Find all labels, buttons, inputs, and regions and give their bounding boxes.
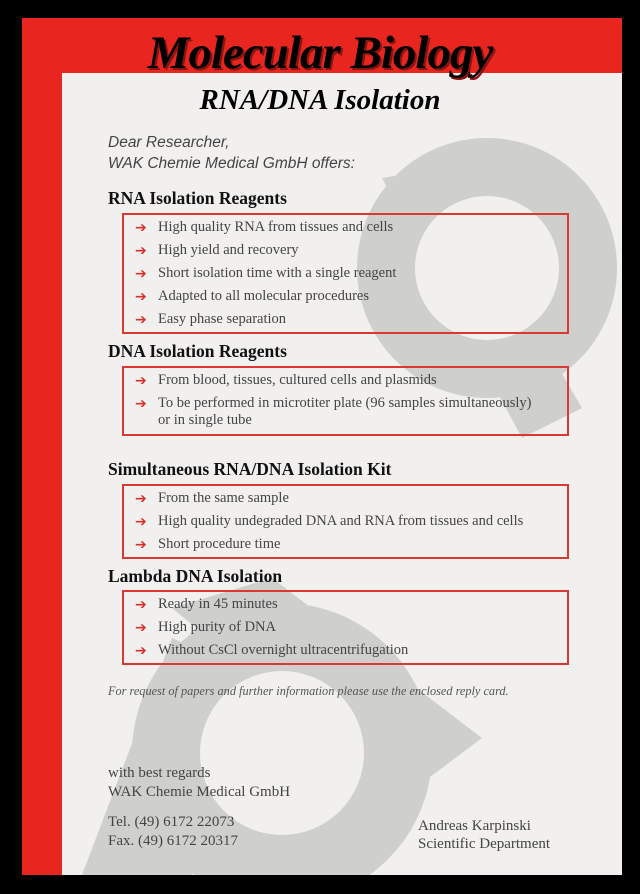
list-item-continuation: or in single tube (158, 412, 252, 428)
list-item: High yield and recovery (158, 242, 299, 258)
closing-company: WAK Chemie Medical GmbH (108, 784, 291, 800)
contact-fax: Fax. (49) 6172 20317 (108, 833, 238, 849)
list-item: Short procedure time (158, 536, 281, 552)
list-item: From blood, tissues, cultured cells and plasmids (158, 372, 437, 388)
list-item: Easy phase separation (158, 311, 287, 327)
arrow-bullet-icon: ➔ (135, 514, 147, 530)
footnote: For request of papers and further information please use the enclosed reply card. (108, 684, 509, 698)
arrow-bullet-icon: ➔ (135, 312, 147, 328)
arrow-bullet-icon: ➔ (135, 289, 147, 305)
list-item: High quality RNA from tissues and cells (158, 219, 394, 235)
section-title-rna: RNA Isolation Reagents (108, 188, 287, 208)
arrow-bullet-icon: ➔ (135, 396, 147, 412)
list-item: Short isolation time with a single reagent (158, 265, 397, 281)
contact-tel: Tel. (49) 6172 22073 (108, 814, 235, 830)
list-item: To be performed in microtiter plate (96 samples simultaneously) (158, 395, 532, 411)
intro-greeting: Dear Researcher, (108, 134, 230, 151)
section-title-kit: Simultaneous RNA/DNA Isolation Kit (108, 459, 392, 479)
section-box-dna (122, 366, 569, 436)
closing-regards: with best regards (108, 765, 211, 781)
arrow-bullet-icon: ➔ (135, 373, 147, 389)
list-item: Adapted to all molecular procedures (158, 288, 369, 304)
list-item: Without CsCl overnight ultracentrifugation (158, 642, 409, 658)
section-box-rna (122, 213, 569, 334)
arrow-bullet-icon: ➔ (135, 620, 147, 636)
arrow-bullet-icon: ➔ (135, 643, 147, 659)
section-box-kit (122, 484, 569, 559)
list-item: From the same sample (158, 490, 289, 506)
arrow-bullet-icon: ➔ (135, 266, 147, 282)
arrow-bullet-icon: ➔ (135, 243, 147, 259)
intro-offer: WAK Chemie Medical GmbH offers: (108, 155, 355, 172)
arrow-bullet-icon: ➔ (135, 491, 147, 507)
signatory-department: Scientific Department (418, 836, 551, 852)
arrow-bullet-icon: ➔ (135, 597, 147, 613)
arrow-bullet-icon: ➔ (135, 220, 147, 236)
section-title-lambda: Lambda DNA Isolation (108, 566, 283, 586)
list-item: High purity of DNA (158, 619, 277, 635)
page-subtitle: RNA/DNA Isolation (199, 84, 441, 116)
section-box-lambda (122, 590, 569, 665)
arrow-bullet-icon: ➔ (135, 537, 147, 553)
signatory-name: Andreas Karpinski (418, 818, 531, 834)
list-item: High quality undegraded DNA and RNA from tissues and cells (158, 513, 524, 529)
page-title: Molecular Biology (147, 27, 493, 79)
list-item: Ready in 45 minutes (158, 596, 278, 612)
section-title-dna: DNA Isolation Reagents (108, 341, 287, 361)
